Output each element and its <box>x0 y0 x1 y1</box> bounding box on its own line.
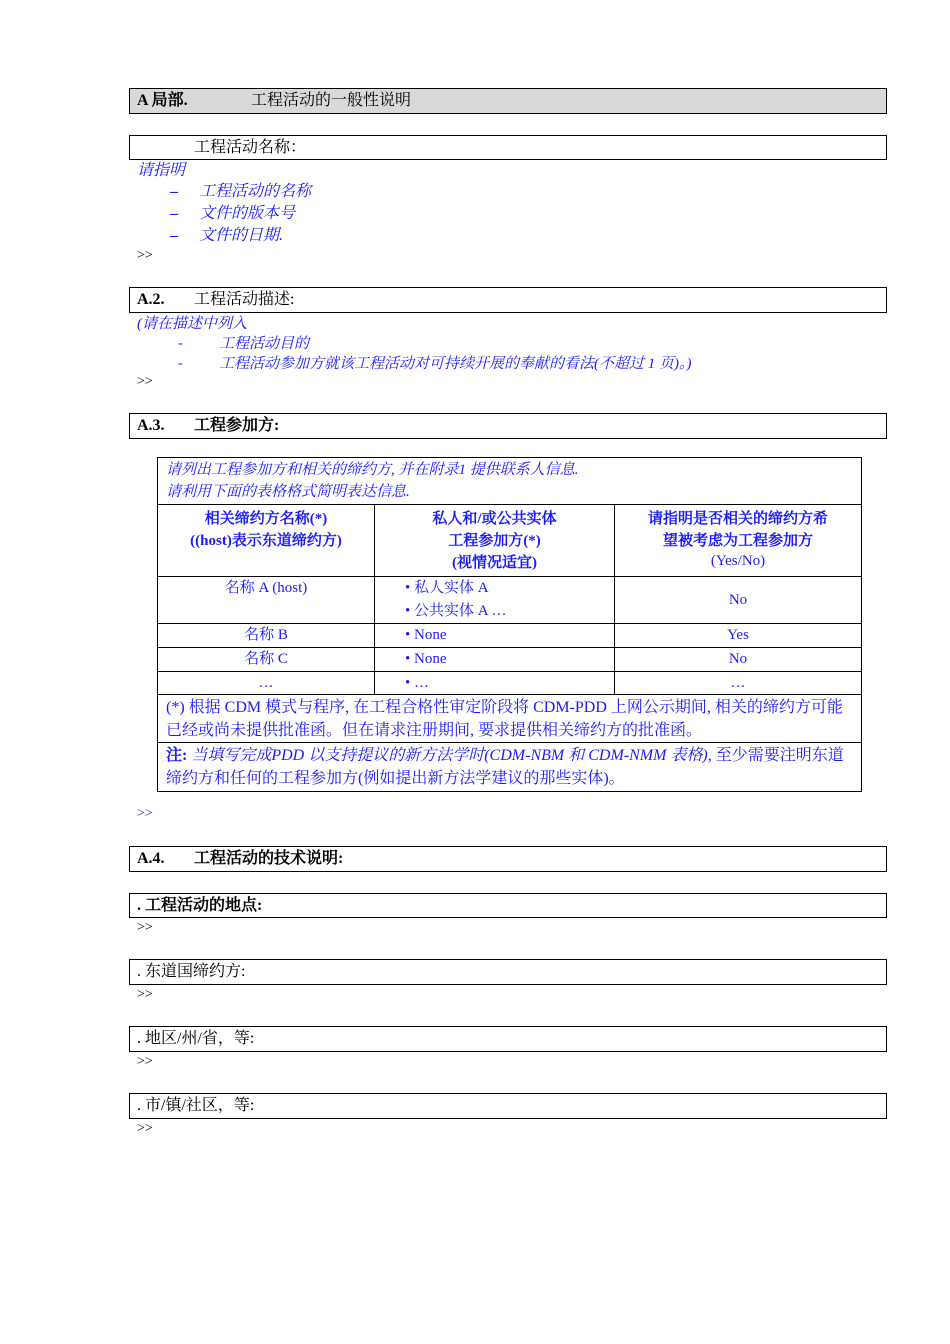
instruction-line: 请列出工程参加方和相关的缔约方, 并在附录1 提供联系人信息. <box>166 462 579 478</box>
a1-bullet: – <box>170 205 178 222</box>
a4-host-party-header <box>129 959 887 985</box>
a4-region-header <box>129 1026 887 1052</box>
a3-title: 工程参加方: <box>194 417 280 434</box>
a3-header <box>129 413 887 439</box>
a2-placeholder[interactable]: >> <box>137 374 153 389</box>
participants-table <box>157 457 862 792</box>
location-placeholder[interactable]: >> <box>137 920 153 935</box>
subsection-title: . 市/镇/社区，等: <box>137 1097 255 1114</box>
entities-cell: • 私人实体 A • 公共实体 A … <box>375 577 615 624</box>
a2-bullet: - <box>178 356 183 371</box>
yesno-cell: No <box>615 577 862 624</box>
a2-item: 工程活动参加方就该工程活动对可持续开展的奉献的看法(不超过 1 页)。) <box>219 356 692 372</box>
note-italic: 当填写完成PDD 以支持提议的新方法学时(CDM-NBM 和 CDM-NMM 表格), <box>191 747 712 764</box>
a2-num: A.2. <box>137 291 165 308</box>
a4-location-header <box>129 893 887 918</box>
city-placeholder[interactable]: >> <box>137 1121 153 1136</box>
a2-title: 工程活动描述: <box>194 291 295 308</box>
entities-cell: • None <box>375 624 615 648</box>
party-cell: … <box>158 672 375 695</box>
table-row <box>158 577 862 624</box>
entities-cell: • None <box>375 648 615 672</box>
a3-num: A.3. <box>137 417 165 434</box>
a1-title: 工程活动名称： <box>194 139 307 156</box>
entities-cell: • … <box>375 672 615 695</box>
a4-header <box>129 846 887 872</box>
note-rest: 至少需要注明东道缔约方和任何的工程参加方(例如提出新方法学建议的那些实体)。 <box>166 747 844 787</box>
a3-placeholder[interactable]: >> <box>137 806 153 821</box>
column-header-yesno: 请指明是否相关的缔约方希 望被考虑为工程参加方 (Yes/No) <box>615 505 862 577</box>
section-a-prefix: A 局部. <box>137 92 188 109</box>
a4-num: A.4. <box>137 850 165 867</box>
table-note <box>158 743 862 792</box>
a2-intro: (请在描述中列入 <box>137 316 247 332</box>
section-a-title: 工程活动的一般性说明 <box>251 92 412 109</box>
table-header-row <box>158 505 862 577</box>
subsection-title: . 工程活动的地点: <box>137 897 263 914</box>
a4-city-header <box>129 1093 887 1119</box>
region-placeholder[interactable]: >> <box>137 1054 153 1069</box>
a1-item: 文件的版本号 <box>199 205 296 222</box>
party-cell: 名称 B <box>158 624 375 648</box>
a4-title: 工程活动的技术说明: <box>194 850 344 867</box>
party-cell: 名称 A (host) <box>158 577 375 624</box>
a2-header <box>129 287 887 313</box>
subsection-title: . 地区/州/省，等: <box>137 1030 255 1047</box>
table-row <box>158 672 862 695</box>
party-cell: 名称 C <box>158 648 375 672</box>
a1-bullet: – <box>170 227 178 244</box>
yesno-cell: Yes <box>615 624 862 648</box>
a1-item: 工程活动的名称 <box>199 183 312 200</box>
a2-item: 工程活动目的 <box>219 336 310 352</box>
a1-header <box>129 135 887 160</box>
a1-intro: 请指明 <box>137 162 186 179</box>
a1-item: 文件的日期. <box>199 227 284 244</box>
table-row <box>158 648 862 672</box>
section-a-header <box>129 88 887 114</box>
column-header-party: 相关缔约方名称(*) ((host)表示东道缔约方) <box>158 505 375 577</box>
instruction-line: 请利用下面的表格格式简明表达信息. <box>166 484 410 500</box>
a2-bullet: - <box>178 336 183 351</box>
column-header-entities: 私人和/或公共实体 工程参加方(*) (视情况适宜) <box>375 505 615 577</box>
a1-bullet: – <box>170 183 178 200</box>
subsection-title: . 东道国缔约方: <box>137 963 246 980</box>
host-party-placeholder[interactable]: >> <box>137 987 153 1002</box>
a1-placeholder[interactable]: >> <box>137 248 153 263</box>
table-footnote: (*) 根据 CDM 模式与程序, 在工程合格性审定阶段将 CDM-PDD 上网公示期间, 相关的缔约方可能已经或尚未提供批准函。但在请求注册期间, 要求提供相关缔约方的批准函。 <box>158 695 862 743</box>
note-label: 注: <box>166 747 188 764</box>
table-instructions <box>158 458 862 505</box>
yesno-cell: … <box>615 672 862 695</box>
table-row <box>158 624 862 648</box>
yesno-cell: No <box>615 648 862 672</box>
